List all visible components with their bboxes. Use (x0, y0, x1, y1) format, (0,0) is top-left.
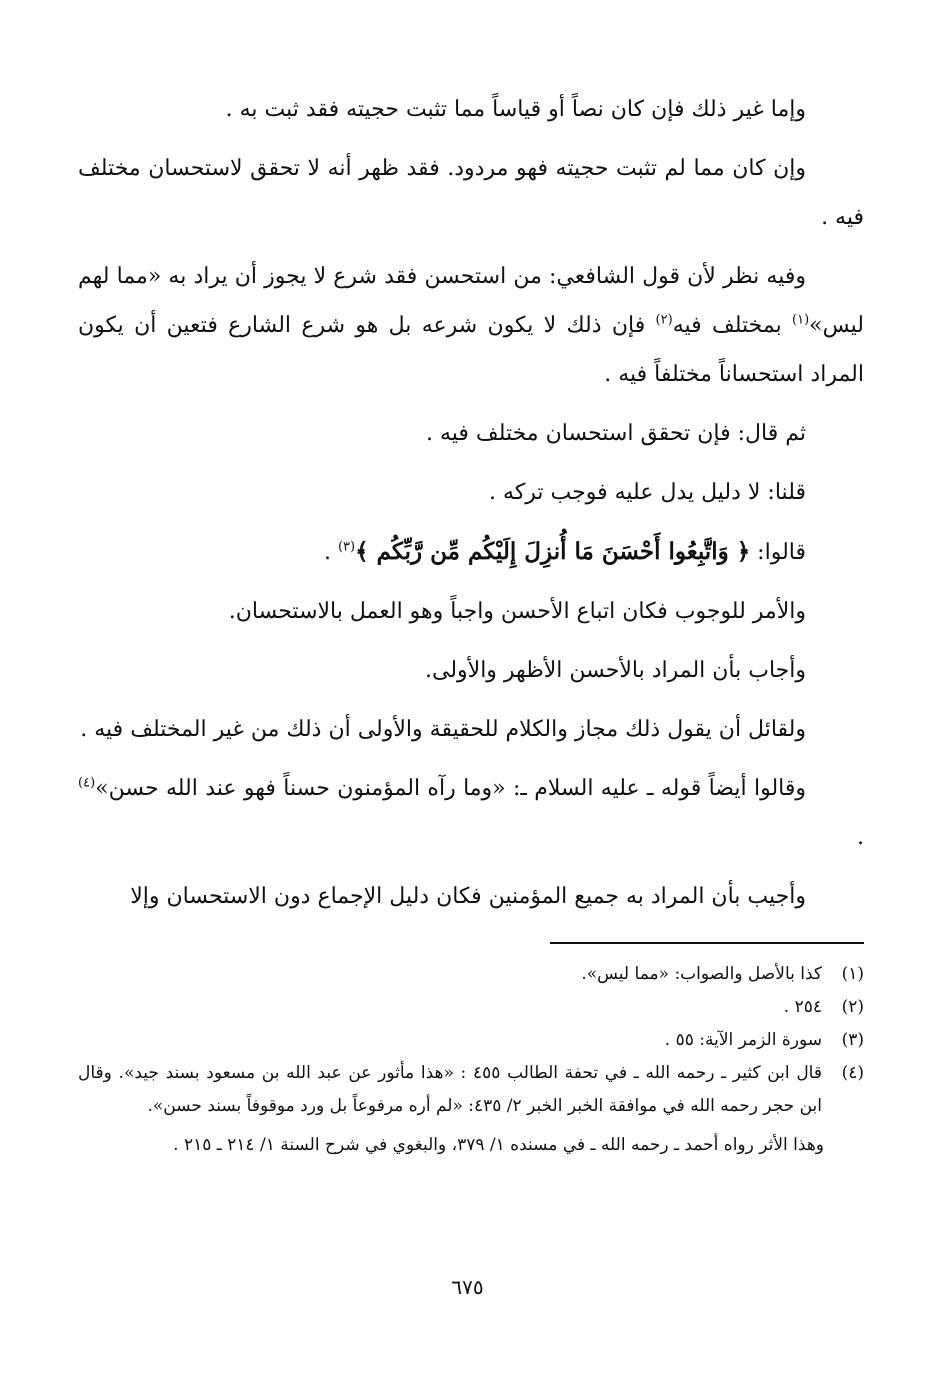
footnote-text: كذا بالأصل والصواب: «مما ليس». (581, 964, 822, 984)
paragraph-4: ثم قال: فإن تحقق استحسان مختلف فيه . (425, 421, 806, 446)
paragraph-3-text-c: فإن ذلك لا يكون شرعه بل هو شرع الشارع فتعين أن يكون المراد استحساناً مختلفاً فيه . (78, 313, 864, 387)
footnote-ref-1: (١) (792, 312, 810, 328)
paragraph-8: وأجاب بأن المراد بالأحسن الأظهر والأولى. (424, 658, 806, 683)
footnote-text: ٢٥٤ . (783, 997, 822, 1017)
paragraph-3 (78, 252, 864, 399)
footnote-number: (٣) (841, 1030, 864, 1050)
quran-verse: ﴿ وَاتَّبِعُوا أَحْسَنَ مَا أُنزِلَ إِلَيْكُم مِّن رَّبِّكُم ﴾ (355, 538, 751, 565)
paragraph-3-text-b: بمختلف فيه (672, 313, 792, 338)
footnote-ref-2: (٢) (655, 312, 673, 328)
footnote-separator (550, 942, 864, 944)
paragraph-6-end: . (323, 540, 338, 565)
paragraph-9: ولقائل أن يقول ذلك مجاز والكلام للحقيقة والأولى أن ذلك من غير المختلف فيه . (80, 717, 806, 742)
paragraph-7: والأمر للوجوب فكان اتباع الأحسن واجباً وهو العمل بالاستحسان. (228, 599, 806, 624)
main-text (78, 85, 864, 931)
footnote-number: (١) (841, 964, 864, 984)
footnote-3 (78, 1024, 864, 1057)
footnote-1 (78, 958, 864, 991)
paragraph-5: قلنا: لا دليل يدل عليه فوجب تركه . (489, 480, 806, 505)
paragraph-2: وإن كان مما لم تثبت حجيته فهو مردود. فقد ظهر أنه لا تحقق لاستحسان مختلف فيه . (78, 156, 864, 230)
paragraph-6 (78, 527, 864, 577)
footnote-number: (٤) (841, 1063, 864, 1083)
footnote-text: سورة الزمر الآية: ٥٥ . (664, 1030, 822, 1050)
paragraph-10-text: وقالوا أيضاً قوله ـ عليه السلام ـ: «وما رآه المؤمنون حسناً فهو عند الله حسن» (95, 776, 806, 801)
footnote-4 (78, 1057, 864, 1123)
paragraph-6-lead: قالوا: (750, 540, 806, 565)
paragraph-10 (78, 764, 864, 862)
footnote-ref-4: (٤) (78, 775, 96, 791)
page-number: ٦٧٥ (451, 1275, 484, 1299)
footnote-number: (٢) (841, 997, 864, 1017)
paragraph-11: وأجيب بأن المراد به جميع المؤمنين فكان دليل الإجماع دون الاستحسان وإلا (130, 884, 806, 909)
footnote-text: قال ابن كثير ـ رحمه الله ـ في تحفة الطالب ٤٥٥ : «هذا مأثور عن عبد الله بن مسعود بسند جيد». وقال ابن حجر رحمه الله في موافقة الخبر الخبر ٢/ ٤٣٥: «لم أره مرفوعاً بل ورد موقوفاً بسند حسن». (78, 1063, 822, 1116)
paragraph-3-text-a: وفيه نظر لأن قول الشافعي: من استحسن فقد شرع لا يجوز أن يراد به «مما لهم ليس» (78, 264, 864, 338)
footnote-2 (78, 991, 864, 1024)
footnotes (78, 958, 864, 1162)
footnote-ref-3: (٣) (337, 539, 356, 555)
paragraph-1: وإما غير ذلك فإن كان نصاً أو قياساً مما تثبت حجيته فقد ثبت به . (225, 97, 806, 122)
paragraph-10-end: . (857, 825, 864, 850)
footnote-4-continuation: وهذا الأثر رواه أحمد ـ رحمه الله ـ في مسنده ١/ ٣٧٩، والبغوي في شرح السنة ١/ ٢١٤ ـ ٢١٥ . (173, 1135, 824, 1155)
